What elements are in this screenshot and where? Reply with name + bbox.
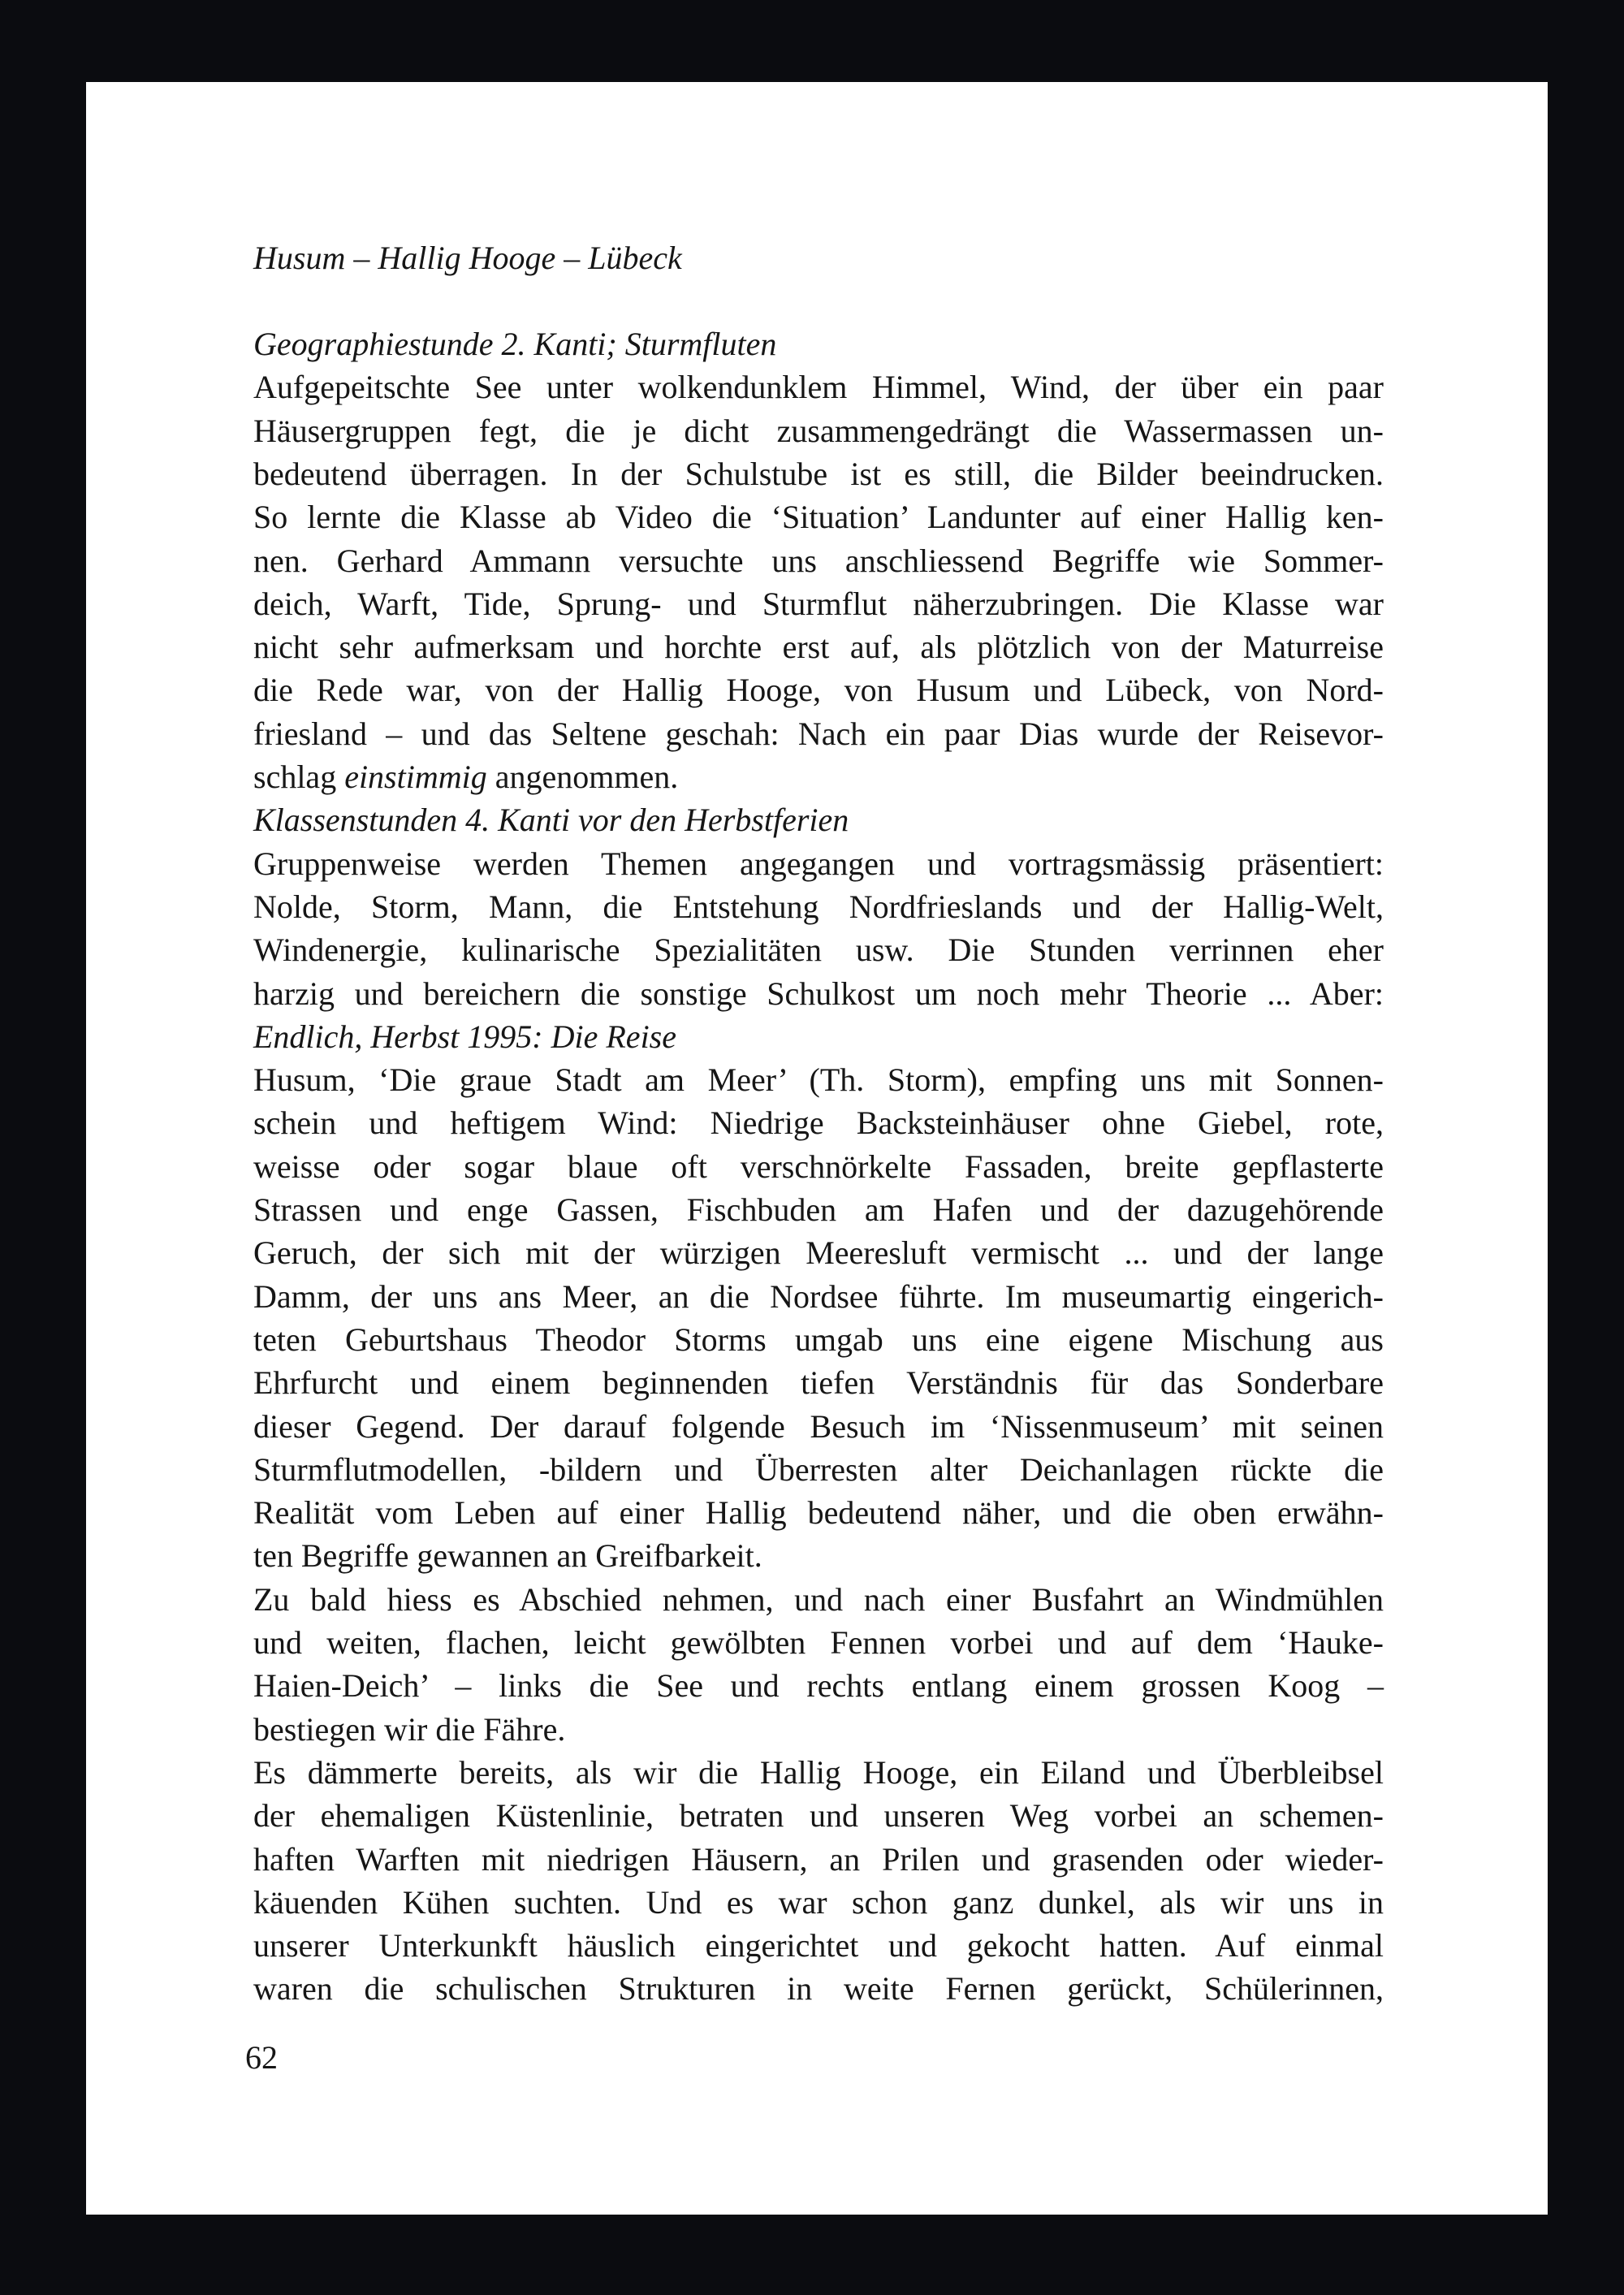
text-segment: dieser Gegend. Der darauf folgende Besuch im ‘Nissenmuseum’ mit seinen	[253, 1407, 1384, 1445]
text-segment: Es dämmerte bereits, als wir die Hallig Hooge, ein Eiland und Überbleibsel	[253, 1753, 1384, 1791]
text-line	[253, 1664, 1384, 1707]
text-line	[253, 1491, 1384, 1534]
text-line	[253, 539, 1384, 582]
text-segment: haften Warften mit niedrigen Häusern, an Prilen und grasenden oder wieder-	[253, 1840, 1384, 1878]
text-line	[253, 972, 1384, 1015]
text-line	[253, 1838, 1384, 1881]
section-heading	[253, 1015, 1384, 1058]
text-line	[253, 1448, 1384, 1491]
text-segment: Husum, ‘Die graue Stadt am Meer’ (Th. Storm), empfing uns mit Sonnen-	[253, 1061, 1384, 1099]
text-line	[253, 1318, 1384, 1361]
text-segment: die Rede war, von der Hallig Hooge, von Husum und Lübeck, von Nord-	[253, 672, 1384, 709]
text-segment: schlag	[253, 759, 345, 795]
text-segment: So lernte die Klasse ab Video die ‘Situation’ Landunter auf einer Hallig ken-	[253, 499, 1384, 536]
text-segment: nicht sehr aufmerksam und horchte erst auf, als plötzlich von der Maturreise	[253, 629, 1384, 666]
text-line	[253, 1751, 1384, 1794]
text-segment: Nolde, Storm, Mann, die Entstehung Nordfrieslands und der Hallig-Welt,	[253, 888, 1384, 925]
text-line	[253, 755, 1384, 798]
text-segment: und weiten, flachen, leicht gewölbten Fennen vorbei und auf dem ‘Hauke-	[253, 1624, 1384, 1661]
document-page	[86, 82, 1548, 2215]
text-line	[253, 1578, 1384, 1621]
section-heading	[253, 798, 1384, 841]
text-segment: teten Geburtshaus Theodor Storms umgab uns eine eigene Mischung aus	[253, 1320, 1384, 1358]
text-segment: deich, Warft, Tide, Sprung- und Sturmflut näherzubringen. Die Klasse war	[253, 585, 1384, 622]
text-line	[253, 1621, 1384, 1664]
text-line	[253, 1145, 1384, 1188]
italic-text: Geographiestunde 2. Kanti; Sturmfluten	[253, 326, 777, 362]
text-segment: bestiegen wir die Fähre.	[253, 1710, 566, 1748]
page-title: Husum – Hallig Hooge – Lübeck	[253, 240, 682, 276]
text-segment: Haien-Deich’ – links die See und rechts entlang einem grossen Koog –	[253, 1667, 1384, 1705]
text-segment: Gruppenweise werden Themen angegangen und vortragsmässig präsentiert:	[253, 845, 1384, 882]
text-line	[253, 1405, 1384, 1448]
text-segment: weisse oder sogar blaue oft verschnörkelte Fassaden, breite gepflasterte	[253, 1148, 1384, 1185]
text-line	[253, 1188, 1384, 1231]
text-line	[253, 1101, 1384, 1144]
text-segment: käuenden Kühen suchten. Und es war schon ganz dunkel, als wir uns in	[253, 1883, 1384, 1921]
text-line	[253, 712, 1384, 755]
text-segment: waren die schulischen Strukturen in weite Fernen gerückt, Schülerinnen,	[253, 1970, 1384, 2008]
text-segment: Strassen und enge Gassen, Fischbuden am Hafen und der dazugehörende	[253, 1191, 1384, 1228]
text-line	[253, 1967, 1384, 2010]
italic-text: Endlich, Herbst 1995: Die Reise	[253, 1018, 676, 1055]
text-line	[253, 452, 1384, 495]
italic-text: Klassenstunden 4. Kanti vor den Herbstferien	[253, 802, 849, 839]
text-line	[253, 842, 1384, 885]
text-line	[253, 1361, 1384, 1404]
page-number: 62	[245, 2039, 278, 2076]
text-segment: Häusergruppen fegt, die je dicht zusammengedrängt die Wassermassen un-	[253, 412, 1384, 449]
text-line	[253, 495, 1384, 538]
text-segment: schein und heftigem Wind: Niedrige Backsteinhäuser ohne Giebel, rote,	[253, 1104, 1384, 1142]
text-line	[253, 1708, 1384, 1751]
text-line	[253, 885, 1384, 928]
text-line	[253, 1924, 1384, 1967]
text-line	[253, 409, 1384, 452]
text-segment: Damm, der uns ans Meer, an die Nordsee führte. Im museumartig eingerich-	[253, 1277, 1384, 1315]
text-line	[253, 625, 1384, 668]
text-segment: ten Begriffe gewannen an Greifbarkeit.	[253, 1537, 762, 1575]
text-segment: Sturmflutmodellen, -bildern und Überresten alter Deichanlagen rückte die	[253, 1450, 1384, 1488]
text-line	[253, 1275, 1384, 1318]
text-line	[253, 1058, 1384, 1101]
text-segment: bedeutend überragen. In der Schulstube ist es still, die Bilder beeindrucken.	[253, 455, 1384, 492]
section-heading	[253, 322, 1384, 365]
text-segment: Aufgepeitschte See unter wolkendunklem Himmel, Wind, der über ein paar	[253, 369, 1384, 406]
text-segment: Zu bald hiess es Abschied nehmen, und nach einer Busfahrt an Windmühlen	[253, 1580, 1384, 1618]
text-segment: angenommen.	[486, 759, 679, 795]
text-line	[253, 582, 1384, 625]
text-line	[253, 1794, 1384, 1837]
text-segment: harzig und bereichern die sonstige Schulkost um noch mehr Theorie ... Aber:	[253, 975, 1384, 1012]
text-line	[253, 928, 1384, 971]
italic-text: einstimmig	[344, 759, 487, 795]
text-segment: Ehrfurcht und einem beginnenden tiefen Verständnis für das Sonderbare	[253, 1364, 1384, 1402]
text-segment: friesland – und das Seltene geschah: Nach ein paar Dias wurde der Reisevor-	[253, 715, 1384, 752]
text-segment: Geruch, der sich mit der würzigen Meeresluft vermischt ... und der lange	[253, 1234, 1384, 1272]
text-line	[253, 365, 1384, 408]
text-segment: Windenergie, kulinarische Spezialitäten usw. Die Stunden verrinnen eher	[253, 931, 1384, 969]
text-line	[253, 668, 1384, 711]
text-line	[253, 1231, 1384, 1274]
text-line	[253, 1534, 1384, 1577]
text-segment: der ehemaligen Küstenlinie, betraten und unseren Weg vorbei an schemen-	[253, 1797, 1384, 1835]
text-segment: Realität vom Leben auf einer Hallig bedeutend näher, und die oben erwähn-	[253, 1494, 1384, 1532]
text-line	[253, 1881, 1384, 1924]
text-segment: unserer Unterkunkft häuslich eingerichtet und gekocht hatten. Auf einmal	[253, 1927, 1384, 1964]
text-segment: nen. Gerhard Ammann versuchte uns anschliessend Begriffe wie Sommer-	[253, 542, 1384, 579]
